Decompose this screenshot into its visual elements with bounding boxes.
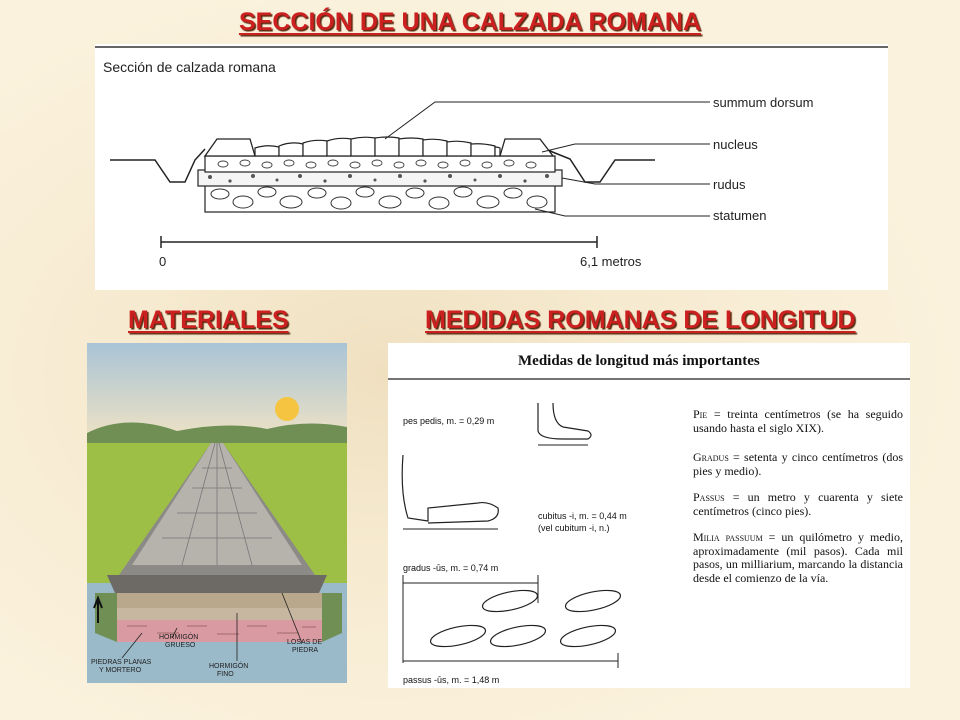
layer-statumen: statumen: [713, 208, 767, 223]
label-hormigon-grueso-2: GRUESO: [165, 642, 196, 649]
road-materials-illustration: [87, 343, 347, 683]
footprint-icon: [481, 586, 540, 615]
layer-rudus: rudus: [713, 177, 746, 192]
road-section-diagram: [95, 44, 888, 290]
definition-milia-passuum: Milia passuum = un quilómetro y medio, aproximadamente (mil pasos). Cada mil pasos, un milliarium, marcando la distancia desde el comienzo de la vía.: [693, 530, 903, 585]
scale-start-label: 0: [159, 254, 167, 269]
measures-heading: Medidas de longitud más importantes: [518, 353, 760, 369]
footprint-icon: [489, 621, 548, 650]
roman-measures-panel: [388, 343, 910, 688]
label-cubitus-alt: (vel cubitum -i, n.): [538, 523, 610, 533]
main-title: SECCIÓN DE UNA CALZADA ROMANA: [238, 8, 702, 36]
materials-title: MATERIALES: [128, 306, 289, 334]
scale-end-label: 6,1 metros: [580, 254, 642, 269]
label-cubitus: cubitus -i, m. = 0,44 m: [538, 511, 627, 521]
sun-icon: [275, 397, 299, 421]
layer-nucleus: nucleus: [713, 137, 758, 152]
definition-gradus: Gradus = setenta y cinco centímetros (dos pies y medio).: [693, 450, 903, 478]
footprint-icon: [564, 586, 623, 615]
label-hormigon-fino-1: HORMIGÓN: [209, 663, 249, 670]
label-hormigon-grueso-1: HORMIGÓN: [159, 634, 199, 641]
label-gradus: gradus -ūs, m. = 0,74 m: [403, 563, 499, 573]
definition-pie: Pie = treinta centímetros (se ha seguido usando hasta el siglo XIX).: [693, 407, 903, 435]
label-piedras-2: Y MORTERO: [99, 667, 142, 674]
label-passus: passus -ūs, m. = 1,48 m: [403, 675, 500, 685]
label-losas-1: LOSAS DE: [287, 639, 323, 646]
footprint-icon: [559, 621, 618, 650]
footprint-icon: [429, 621, 488, 650]
diagram-heading: Sección de calzada romana: [103, 59, 276, 75]
forearm-icon: [402, 455, 498, 523]
label-hormigon-fino-2: FINO: [217, 671, 234, 678]
definition-passus: Passus = un metro y cuarenta y siete centímetros (cinco pies).: [693, 490, 903, 518]
label-piedras-1: PIEDRAS PLANAS: [91, 659, 152, 666]
measures-title: MEDIDAS ROMANAS DE LONGITUD: [425, 306, 856, 334]
label-pes: pes pedis, m. = 0,29 m: [403, 416, 495, 426]
label-losas-2: PIEDRA: [292, 647, 319, 654]
layer-summum-dorsum: summum dorsum: [713, 95, 814, 110]
foot-icon: [538, 403, 591, 439]
